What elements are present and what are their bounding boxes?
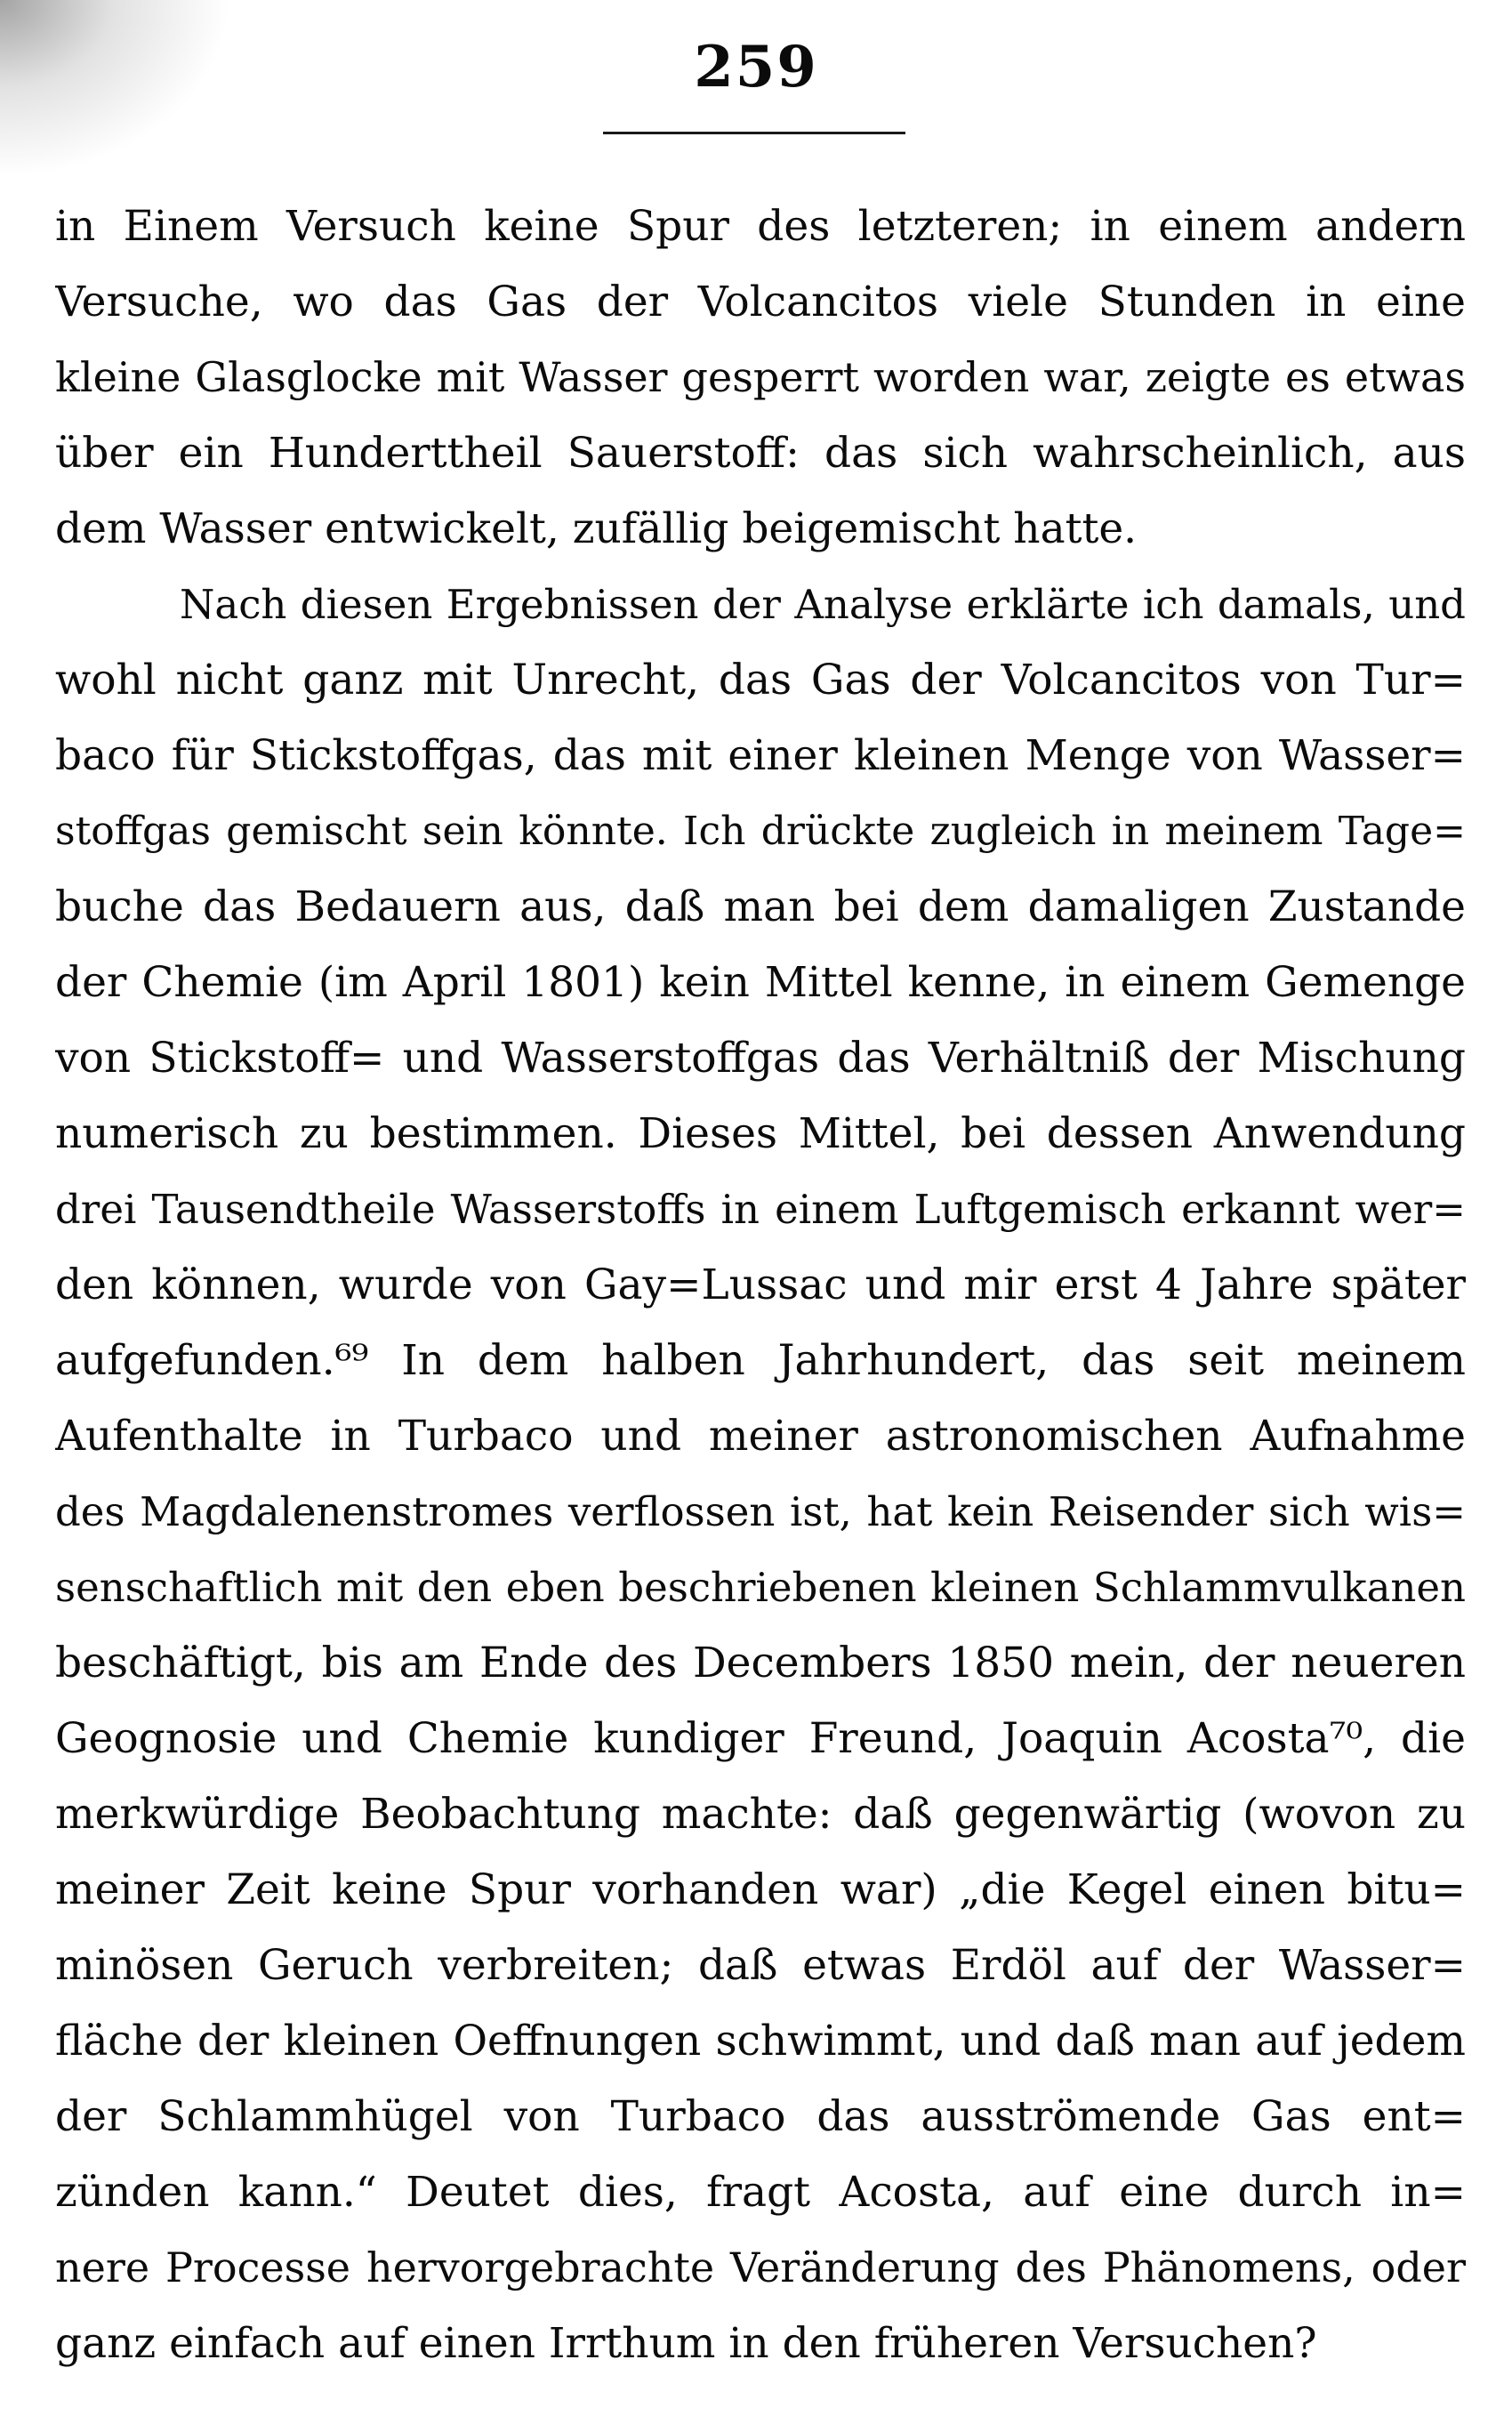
text-line: des Magdalenenstromes verflossen ist, hat kein Reisender sich wis=: [55, 1488, 1466, 1535]
text-line: der Chemie (im April 1801) kein Mittel kenne, in einem Gemenge: [55, 958, 1466, 1007]
header-rule: [603, 132, 905, 134]
text-line: drei Tausendtheile Wasserstoffs in einem Luftgemisch erkannt wer=: [55, 1186, 1466, 1233]
text-line: senschaftlich mit den eben beschriebenen kleinen Schlammvulkanen: [55, 1564, 1466, 1611]
text-line: meiner Zeit keine Spur vorhanden war) „die Kegel einen bitu=: [55, 1865, 1466, 1914]
text-line: dem Wasser entwickelt, zufällig beigemischt hatte.: [55, 504, 1138, 553]
text-line: beschäftigt, bis am Ende des Decembers 1850 mein, der neueren: [55, 1639, 1466, 1687]
text-line: merkwürdige Beobachtung machte: daß gegenwärtig (wovon zu: [55, 1790, 1466, 1839]
text-line: numerisch zu bestimmen. Dieses Mittel, bei dessen Anwendung: [55, 1109, 1466, 1158]
text-line: der Schlammhügel von Turbaco das ausströmende Gas ent=: [55, 2092, 1466, 2141]
text-line: Versuche, wo das Gas der Volcancitos viele Stunden in eine: [55, 278, 1466, 326]
body-text: [55, 189, 1466, 2381]
text-line: in Einem Versuch keine Spur des letzteren; in einem andern: [55, 202, 1466, 251]
text-line: Nach diesen Ergebnissen der Analyse erklärte ich damals, und: [180, 581, 1466, 628]
text-line: stoffgas gemischt sein könnte. Ich drückte zugleich in meinem Tage=: [55, 809, 1466, 854]
text-line: aufgefunden.⁶⁹ In dem halben Jahrhundert, das seit meinem: [55, 1336, 1466, 1385]
page-number: 259: [694, 34, 818, 101]
text-line: Geognosie und Chemie kundiger Freund, Joaquin Acosta⁷⁰, die: [55, 1714, 1466, 1763]
text-line: den können, wurde von Gay=Lussac und mir erst 4 Jahre später: [55, 1260, 1466, 1309]
text-line: wohl nicht ganz mit Unrecht, das Gas der Volcancitos von Tur=: [55, 656, 1466, 705]
text-line: zünden kann.“ Deutet dies, fragt Acosta, auf eine durch in=: [55, 2168, 1466, 2217]
text-line: von Stickstoff= und Wasserstoffgas das Verhältniß der Mischung: [55, 1034, 1466, 1083]
text-line: minösen Geruch verbreiten; daß etwas Erdöl auf der Wasser=: [55, 1941, 1466, 1990]
text-line: baco für Stickstoffgas, das mit einer kleinen Menge von Wasser=: [55, 731, 1466, 780]
text-line: ganz einfach auf einen Irrthum in den früheren Versuchen?: [55, 2319, 1317, 2368]
text-line: fläche der kleinen Oeffnungen schwimmt, und daß man auf jedem: [55, 2017, 1466, 2066]
text-line: kleine Glasglocke mit Wasser gesperrt worden war, zeigte es etwas: [55, 353, 1466, 401]
text-line: Aufenthalte in Turbaco und meiner astronomischen Aufnahme: [55, 1412, 1466, 1461]
text-line: buche das Bedauern aus, daß man bei dem damaligen Zustande: [55, 882, 1466, 931]
text-line: über ein Hunderttheil Sauerstoff: das sich wahrscheinlich, aus: [55, 429, 1466, 478]
text-line: nere Processe hervorgebrachte Veränderung des Phänomens, oder: [55, 2243, 1466, 2291]
